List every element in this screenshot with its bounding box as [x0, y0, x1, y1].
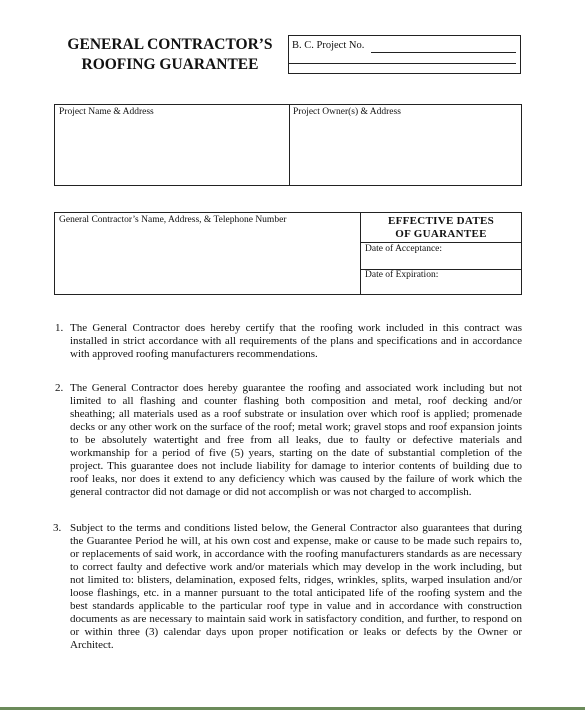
- bc-project-number-field-line-2[interactable]: [289, 63, 516, 64]
- acceptance-date-label: Date of Acceptance:: [365, 244, 443, 254]
- term-number: 1.: [55, 322, 64, 334]
- form-title: [52, 35, 288, 75]
- effective-dates-heading-line-1: EFFECTIVE DATES: [387, 215, 495, 227]
- effective-dates-section: [361, 213, 521, 294]
- title-line-2: ROOFING GUARANTEE: [81, 56, 259, 73]
- term-text: Subject to the terms and conditions listed below, the General Contractor also guarantees that during the Guarantee Period he will, at his own cost and expense, make or cause to be made such repairs to, or replacements of said work, in accordance with the roofing manufacturers standards as are necessary to correct faulty and defective work and/or materials which may develop in the work including, but not limited to: blisters, delamination, exposed felts, ridges, wrinkles, splits, warped insulation and/or loose flashings, etc. in a manner pursuant to the total anticipated life of the roofing system and the best standards applicable to the particular roof type in value and in accordance with construction documents as are necessary to maintain said work in satisfactory condition, and further, to respond on or within three (3) calendar days upon proper notification or leaks or defects by the Owner or Architect.: [70, 522, 522, 651]
- project-name-address-field[interactable]: [56, 120, 286, 184]
- project-info-box: [54, 104, 522, 186]
- contractor-name-field[interactable]: [56, 228, 358, 293]
- term-number: 3.: [53, 522, 62, 534]
- bc-project-label: B. C. Project No.: [292, 40, 365, 51]
- term-number: 2.: [55, 382, 64, 394]
- project-owner-field[interactable]: [291, 120, 520, 184]
- acceptance-date-field[interactable]: [461, 244, 519, 266]
- guarantee-term-item: [52, 382, 522, 499]
- project-name-address-label: Project Name & Address: [59, 107, 154, 117]
- guarantee-term-item: [50, 522, 522, 652]
- effective-dates-divider-top: [361, 242, 521, 243]
- bc-project-number-box: [288, 35, 521, 74]
- project-box-divider: [289, 105, 290, 185]
- term-text: The General Contractor does hereby guarantee the roofing and associated work including but not limited to all flashing and counter flashing both composition and metal, roof decking and/or sheathing; all materials used as a roof substrate or insulation over which roof is applied; promenade decks or any other work on the surface of the roof; metal work; gravel stops and roof expansion joints to be absolutely watertight and free from all leaks, due to faulty or defective materials and workmanship for a period of five (5) years, starting on the date of substantial completion of the project. This guarantee does not include liability for damage to interior contents of building due to roof leaks, nor does it extend to any deficiency which was caused by the failure of work which the general contractor did not damage or did not accomplish or was not charged to accomplish.: [70, 382, 522, 498]
- effective-dates-heading-line-2: OF GUARANTEE: [395, 228, 487, 240]
- contractor-info-box: [54, 212, 522, 295]
- effective-dates-heading: [361, 215, 521, 241]
- contractor-name-label: General Contractor’s Name, Address, & Telephone Number: [59, 215, 287, 225]
- project-owner-label: Project Owner(s) & Address: [293, 107, 401, 117]
- expiration-date-field[interactable]: [461, 271, 519, 293]
- expiration-date-label: Date of Expiration:: [365, 270, 439, 280]
- guarantee-term-item: [52, 322, 522, 361]
- term-text: The General Contractor does hereby certify that the roofing work included in this contract was installed in strict accordance with all requirements of the plans and specifications and in accordance with approved roofing manufacturers recommendations.: [70, 322, 522, 360]
- bc-project-number-field[interactable]: [371, 52, 516, 53]
- guarantee-terms-list: [52, 322, 522, 652]
- title-line-1: GENERAL CONTRACTOR’S: [67, 36, 273, 53]
